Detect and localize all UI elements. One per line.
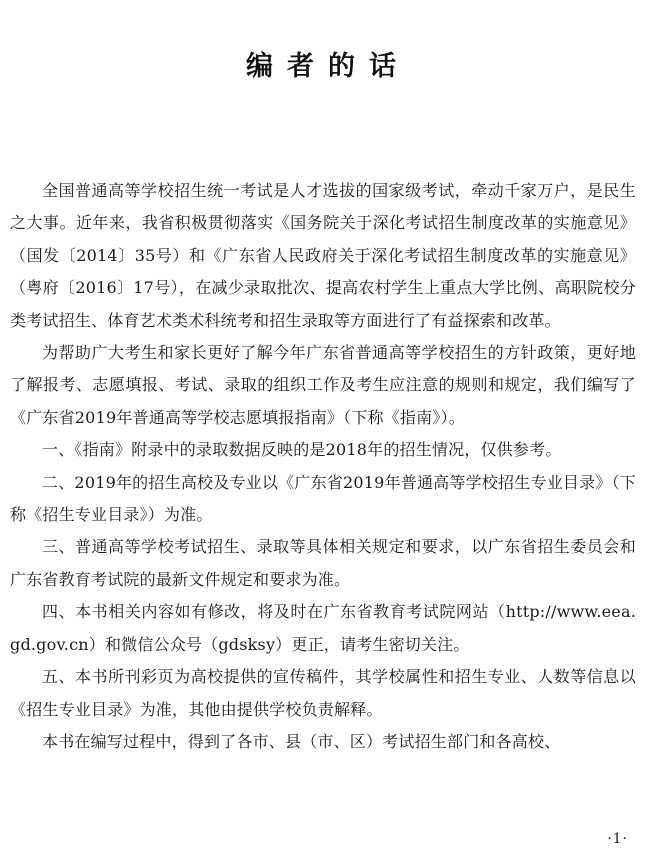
- paragraph-2: 为帮助广大考生和家长更好了解今年广东省普通高等学校招生的方针政策，更好地了解报考、志愿填报、考试、录取的组织工作及考生应注意的规则和规定，我们编写了《广东省2019年普通高等学校志愿填报指南》（下称《指南》）。: [10, 343, 636, 427]
- paragraph-1: 全国普通高等学校招生统一考试是人才选拔的国家级考试，牵动千家万户，是民生之大事。近年来，我省积极贯彻落实《国务院关于深化考试招生制度改革的实施意见》（国发〔2014〕35号）和《广东省人民政府关于深化考试招生制度改革的实施意见》（粤府〔2016〕17号），在减少录取批次、提高农村学生上重点大学比例、高职院校分类考试招生、体育艺术类术科统考和招生录取等方面进行了有益探索和改革。: [10, 181, 636, 330]
- paragraph-5: 三、普通高等学校考试招生、录取等具体相关规定和要求，以广东省招生委员会和广东省教育考试院的最新文件规定和要求为准。: [10, 537, 636, 589]
- page-title: 编者的话: [246, 51, 410, 82]
- paragraph-8: 本书在编写过程中，得到了各市、县（市、区）考试招生部门和各高校、: [42, 731, 561, 751]
- paragraph-3: 一、《指南》附录中的录取数据反映的是2018年的招生情况，仅供参考。: [42, 440, 562, 460]
- paragraph-4: 二、2019年的招生高校及专业以《广东省2019年普通高等学校招生专业目录》（下称《招生专业目录》）为准。: [10, 472, 636, 525]
- document-body: [10, 175, 636, 758]
- page-number: ·1·: [607, 831, 628, 847]
- paragraph-6: 四、本书相关内容如有修改，将及时在广东省教育考试院网站（http://www.eea.gd.gov.cn）和微信公众号（gdsksy）更正，请考生密切关注。: [10, 602, 636, 654]
- paragraph-7: 五、本书所刊彩页为高校提供的宣传稿件，其学校属性和招生专业、人数等信息以《招生专业目录》为准，其他由提供学校负责解释。: [10, 667, 636, 719]
